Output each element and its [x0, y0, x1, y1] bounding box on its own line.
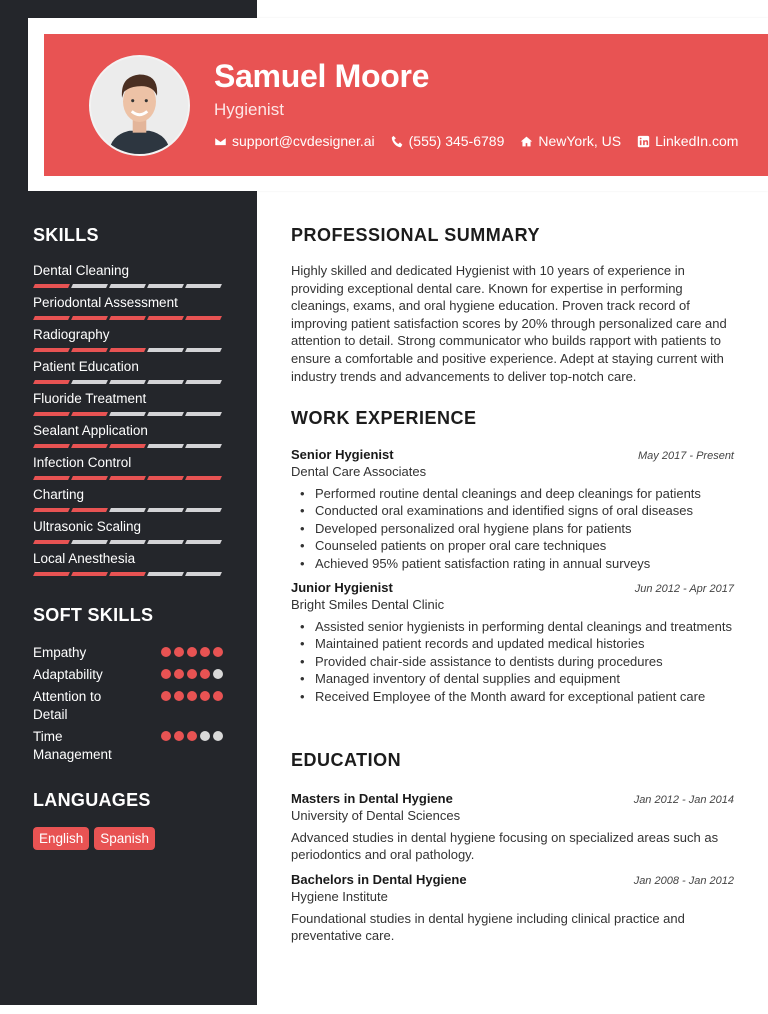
- job-dates: May 2017 - Present: [638, 450, 734, 462]
- soft-skills-heading: SOFT SKILLS: [33, 605, 154, 625]
- skills-list: [33, 263, 223, 583]
- envelope-icon: [214, 135, 227, 148]
- language-badge: English: [33, 827, 89, 850]
- skill-level-segment: [185, 508, 222, 512]
- soft-skill-item: [33, 644, 223, 662]
- skill-level-segment: [147, 444, 184, 448]
- rating-dot: [187, 669, 197, 679]
- job-bullet: • Assisted senior hygienists in performing dental cleanings and treatments: [291, 618, 734, 635]
- contact-linkedin-text: LinkedIn.com: [655, 133, 739, 149]
- rating-dot: [161, 691, 171, 701]
- skill-label: Charting: [33, 487, 85, 502]
- skill-label: Sealant Application: [33, 423, 148, 438]
- rating-dot: [161, 731, 171, 741]
- company-name: Bright Smiles Dental Clinic: [291, 597, 445, 613]
- job-bullet: • Counseled patients on proper oral care techniques: [291, 537, 734, 554]
- work-entry: [291, 447, 734, 572]
- skill-level-segment: [33, 348, 70, 352]
- skill-level-bar: [34, 284, 223, 288]
- skill-level-segment: [109, 476, 146, 480]
- skill-level-bar: [34, 316, 223, 320]
- skill-level-segment: [147, 316, 184, 320]
- education-heading: EDUCATION: [291, 750, 402, 770]
- skill-level-segment: [33, 412, 70, 416]
- skill-level-segment: [147, 508, 184, 512]
- phone-icon: [391, 135, 404, 148]
- skill-level-segment: [109, 508, 146, 512]
- job-bullet: • Managed inventory of dental supplies and equipment: [291, 670, 734, 687]
- contact-phone-text: (555) 345-6789: [408, 133, 505, 149]
- degree-title: Bachelors in Dental Hygiene: [291, 871, 467, 887]
- skill-item: [33, 551, 223, 583]
- contact-phone[interactable]: [391, 133, 505, 149]
- rating-dot: [187, 691, 197, 701]
- skill-label: Local Anesthesia: [33, 551, 136, 566]
- education-section: [291, 750, 734, 945]
- skill-item: [33, 327, 223, 359]
- rating-dot: [213, 731, 223, 741]
- soft-skill-rating: [161, 647, 223, 657]
- contact-email-text: support@cvdesigner.ai: [232, 133, 375, 149]
- skill-item: [33, 519, 223, 551]
- work-list: [291, 447, 734, 705]
- skill-level-segment: [147, 540, 184, 544]
- rating-dot: [161, 647, 171, 657]
- soft-skill-rating: [161, 669, 223, 679]
- soft-skill-item: [33, 728, 223, 764]
- skill-level-bar: [34, 444, 223, 448]
- skill-level-segment: [33, 316, 70, 320]
- profile-photo: [91, 57, 188, 154]
- education-entry: [291, 791, 734, 864]
- rating-dot: [161, 669, 171, 679]
- soft-skill-label: Time Management: [33, 729, 112, 762]
- work-heading: WORK EXPERIENCE: [291, 408, 477, 428]
- skill-level-segment: [185, 316, 222, 320]
- skill-level-bar: [34, 412, 223, 416]
- skill-level-segment: [33, 572, 70, 576]
- candidate-name: Samuel Moore: [214, 58, 430, 94]
- skill-item: [33, 391, 223, 423]
- education-entry-header: [291, 872, 734, 887]
- rating-dot: [187, 731, 197, 741]
- linkedin-icon: [637, 135, 650, 148]
- skills-heading: SKILLS: [33, 225, 99, 245]
- skill-level-bar: [34, 348, 223, 352]
- job-title: Junior Hygienist: [291, 580, 393, 596]
- work-experience-section: [291, 408, 734, 705]
- skill-level-segment: [147, 572, 184, 576]
- language-badge: Spanish: [94, 827, 155, 850]
- skill-level-segment: [109, 380, 146, 384]
- languages-heading: LANGUAGES: [33, 790, 151, 810]
- rating-dot: [200, 731, 210, 741]
- soft-skill-rating: [161, 731, 223, 741]
- skill-label: Radiography: [33, 327, 110, 342]
- job-bullet: • Developed personalized oral hygiene plans for patients: [291, 520, 734, 537]
- skill-level-segment: [71, 444, 108, 448]
- skill-label: Dental Cleaning: [33, 263, 130, 278]
- rating-dot: [174, 691, 184, 701]
- skill-level-segment: [71, 412, 108, 416]
- skill-level-segment: [71, 508, 108, 512]
- contact-linkedin[interactable]: [637, 133, 738, 149]
- rating-dot: [187, 647, 197, 657]
- skill-item: [33, 295, 223, 327]
- languages-list: [33, 827, 223, 850]
- work-entry-header: [291, 580, 734, 595]
- soft-skill-rating: [161, 691, 223, 701]
- school-name: University of Dental Sciences: [291, 808, 461, 823]
- skill-label: Infection Control: [33, 455, 132, 470]
- skill-label: Fluoride Treatment: [33, 391, 147, 406]
- skill-item: [33, 487, 223, 519]
- soft-skill-item: [33, 666, 223, 684]
- skill-level-bar: [34, 540, 223, 544]
- skill-level-segment: [185, 444, 222, 448]
- contact-email[interactable]: [214, 133, 375, 149]
- rating-dot: [213, 691, 223, 701]
- skill-level-segment: [33, 508, 70, 512]
- skill-level-bar: [34, 476, 223, 480]
- skill-level-segment: [109, 540, 146, 544]
- skill-level-segment: [147, 348, 184, 352]
- summary-section: [291, 225, 734, 385]
- education-list: [291, 791, 734, 945]
- rating-dot: [213, 669, 223, 679]
- contact-location-text: NewYork, US: [538, 133, 622, 149]
- skill-item: [33, 423, 223, 455]
- skill-level-segment: [147, 476, 184, 480]
- soft-skill-item: [33, 688, 223, 724]
- skill-level-segment: [33, 476, 70, 480]
- education-description: Foundational studies in dental hygiene including clinical practice and preventative care.: [291, 910, 685, 944]
- skill-level-segment: [71, 316, 108, 320]
- summary-heading: PROFESSIONAL SUMMARY: [291, 225, 541, 245]
- candidate-role: Hygienist: [214, 100, 284, 119]
- skill-level-bar: [34, 380, 223, 384]
- education-entry: [291, 872, 734, 945]
- soft-skill-label: Adaptability: [33, 667, 103, 682]
- soft-skill-label: Empathy: [33, 645, 87, 660]
- rating-dot: [174, 647, 184, 657]
- skill-label: Ultrasonic Scaling: [33, 519, 142, 534]
- job-bullets: [291, 485, 734, 572]
- education-dates: Jan 2012 - Jan 2014: [633, 794, 734, 806]
- skill-item: [33, 455, 223, 487]
- skill-level-segment: [185, 380, 222, 384]
- contact-location: [520, 133, 621, 149]
- skill-level-segment: [185, 476, 222, 480]
- rating-dot: [200, 691, 210, 701]
- skill-level-segment: [33, 444, 70, 448]
- skill-level-segment: [185, 284, 222, 288]
- skill-level-segment: [71, 476, 108, 480]
- skill-level-segment: [147, 284, 184, 288]
- job-dates: Jun 2012 - Apr 2017: [634, 583, 734, 596]
- summary-text: Highly skilled and dedicated Hygienist with 10 years of experience in providing exceptional dental care. Known for expertise in performing cleanings, exams, and oral hygiene education. Proven track record of improving patient satisfaction scores by 20% through personalized care and attention to detail. Strong communicator who builds rapport with patients to ensure a comfortable and positive experience. Adept at staying current with industry trends and advancements to deliver top-notch care.: [291, 263, 727, 384]
- company-name: Dental Care Associates: [291, 464, 427, 479]
- education-description: Advanced studies in dental hygiene focusing on specialized areas such as periodontics and oral pathology.: [291, 830, 719, 863]
- skill-label: Periodontal Assessment: [33, 295, 178, 310]
- job-bullets: [291, 618, 734, 705]
- job-title: Senior Hygienist: [291, 447, 394, 462]
- skill-item: [33, 263, 223, 295]
- contact-list: [214, 133, 738, 149]
- work-entry-header: [291, 447, 734, 462]
- skill-level-segment: [33, 540, 70, 544]
- skill-level-segment: [71, 572, 108, 576]
- skill-level-segment: [185, 540, 222, 544]
- skill-item: [33, 359, 223, 391]
- job-bullet: • Maintained patient records and updated medical histories: [291, 635, 734, 652]
- skills-section: [33, 225, 223, 583]
- skill-level-segment: [185, 348, 222, 352]
- job-bullet: • Conducted oral examinations and identified signs of oral diseases: [291, 502, 734, 519]
- skill-level-segment: [109, 412, 146, 416]
- skill-level-segment: [109, 316, 146, 320]
- skill-label: Patient Education: [33, 359, 139, 374]
- skill-level-segment: [109, 284, 146, 288]
- rating-dot: [174, 669, 184, 679]
- skill-level-bar: [34, 508, 223, 512]
- rating-dot: [200, 669, 210, 679]
- work-entry: [291, 580, 734, 705]
- skill-level-segment: [71, 380, 108, 384]
- job-bullet: • Performed routine dental cleanings and deep cleanings for patients: [291, 485, 734, 502]
- education-dates: Jan 2008 - Jan 2012: [633, 874, 734, 887]
- skill-level-segment: [71, 284, 108, 288]
- school-name: Hygiene Institute: [291, 888, 388, 904]
- degree-title: Masters in Dental Hygiene: [291, 791, 453, 806]
- skill-level-segment: [33, 284, 70, 288]
- avatar: [89, 55, 190, 156]
- skill-level-segment: [109, 444, 146, 448]
- skill-level-segment: [185, 412, 222, 416]
- skill-level-bar: [34, 572, 223, 576]
- skill-level-segment: [71, 540, 108, 544]
- skill-level-segment: [185, 572, 222, 576]
- job-bullet: • Received Employee of the Month award for exceptional patient care: [291, 688, 734, 705]
- home-icon: [520, 135, 533, 148]
- education-entry-header: [291, 791, 734, 806]
- rating-dot: [174, 731, 184, 741]
- job-bullet: • Achieved 95% patient satisfaction rating in annual surveys: [291, 555, 734, 572]
- soft-skills-list: [33, 644, 223, 764]
- skill-level-segment: [147, 380, 184, 384]
- rating-dot: [200, 647, 210, 657]
- skill-level-segment: [71, 348, 108, 352]
- soft-skills-section: [33, 605, 223, 768]
- rating-dot: [213, 647, 223, 657]
- soft-skill-label: Attention to Detail: [33, 689, 102, 722]
- job-bullet: • Provided chair-side assistance to dentists during procedures: [291, 653, 734, 670]
- skill-level-segment: [147, 412, 184, 416]
- skill-level-segment: [109, 572, 146, 576]
- skill-level-segment: [109, 348, 146, 352]
- languages-section: [33, 790, 223, 850]
- skill-level-segment: [33, 380, 70, 384]
